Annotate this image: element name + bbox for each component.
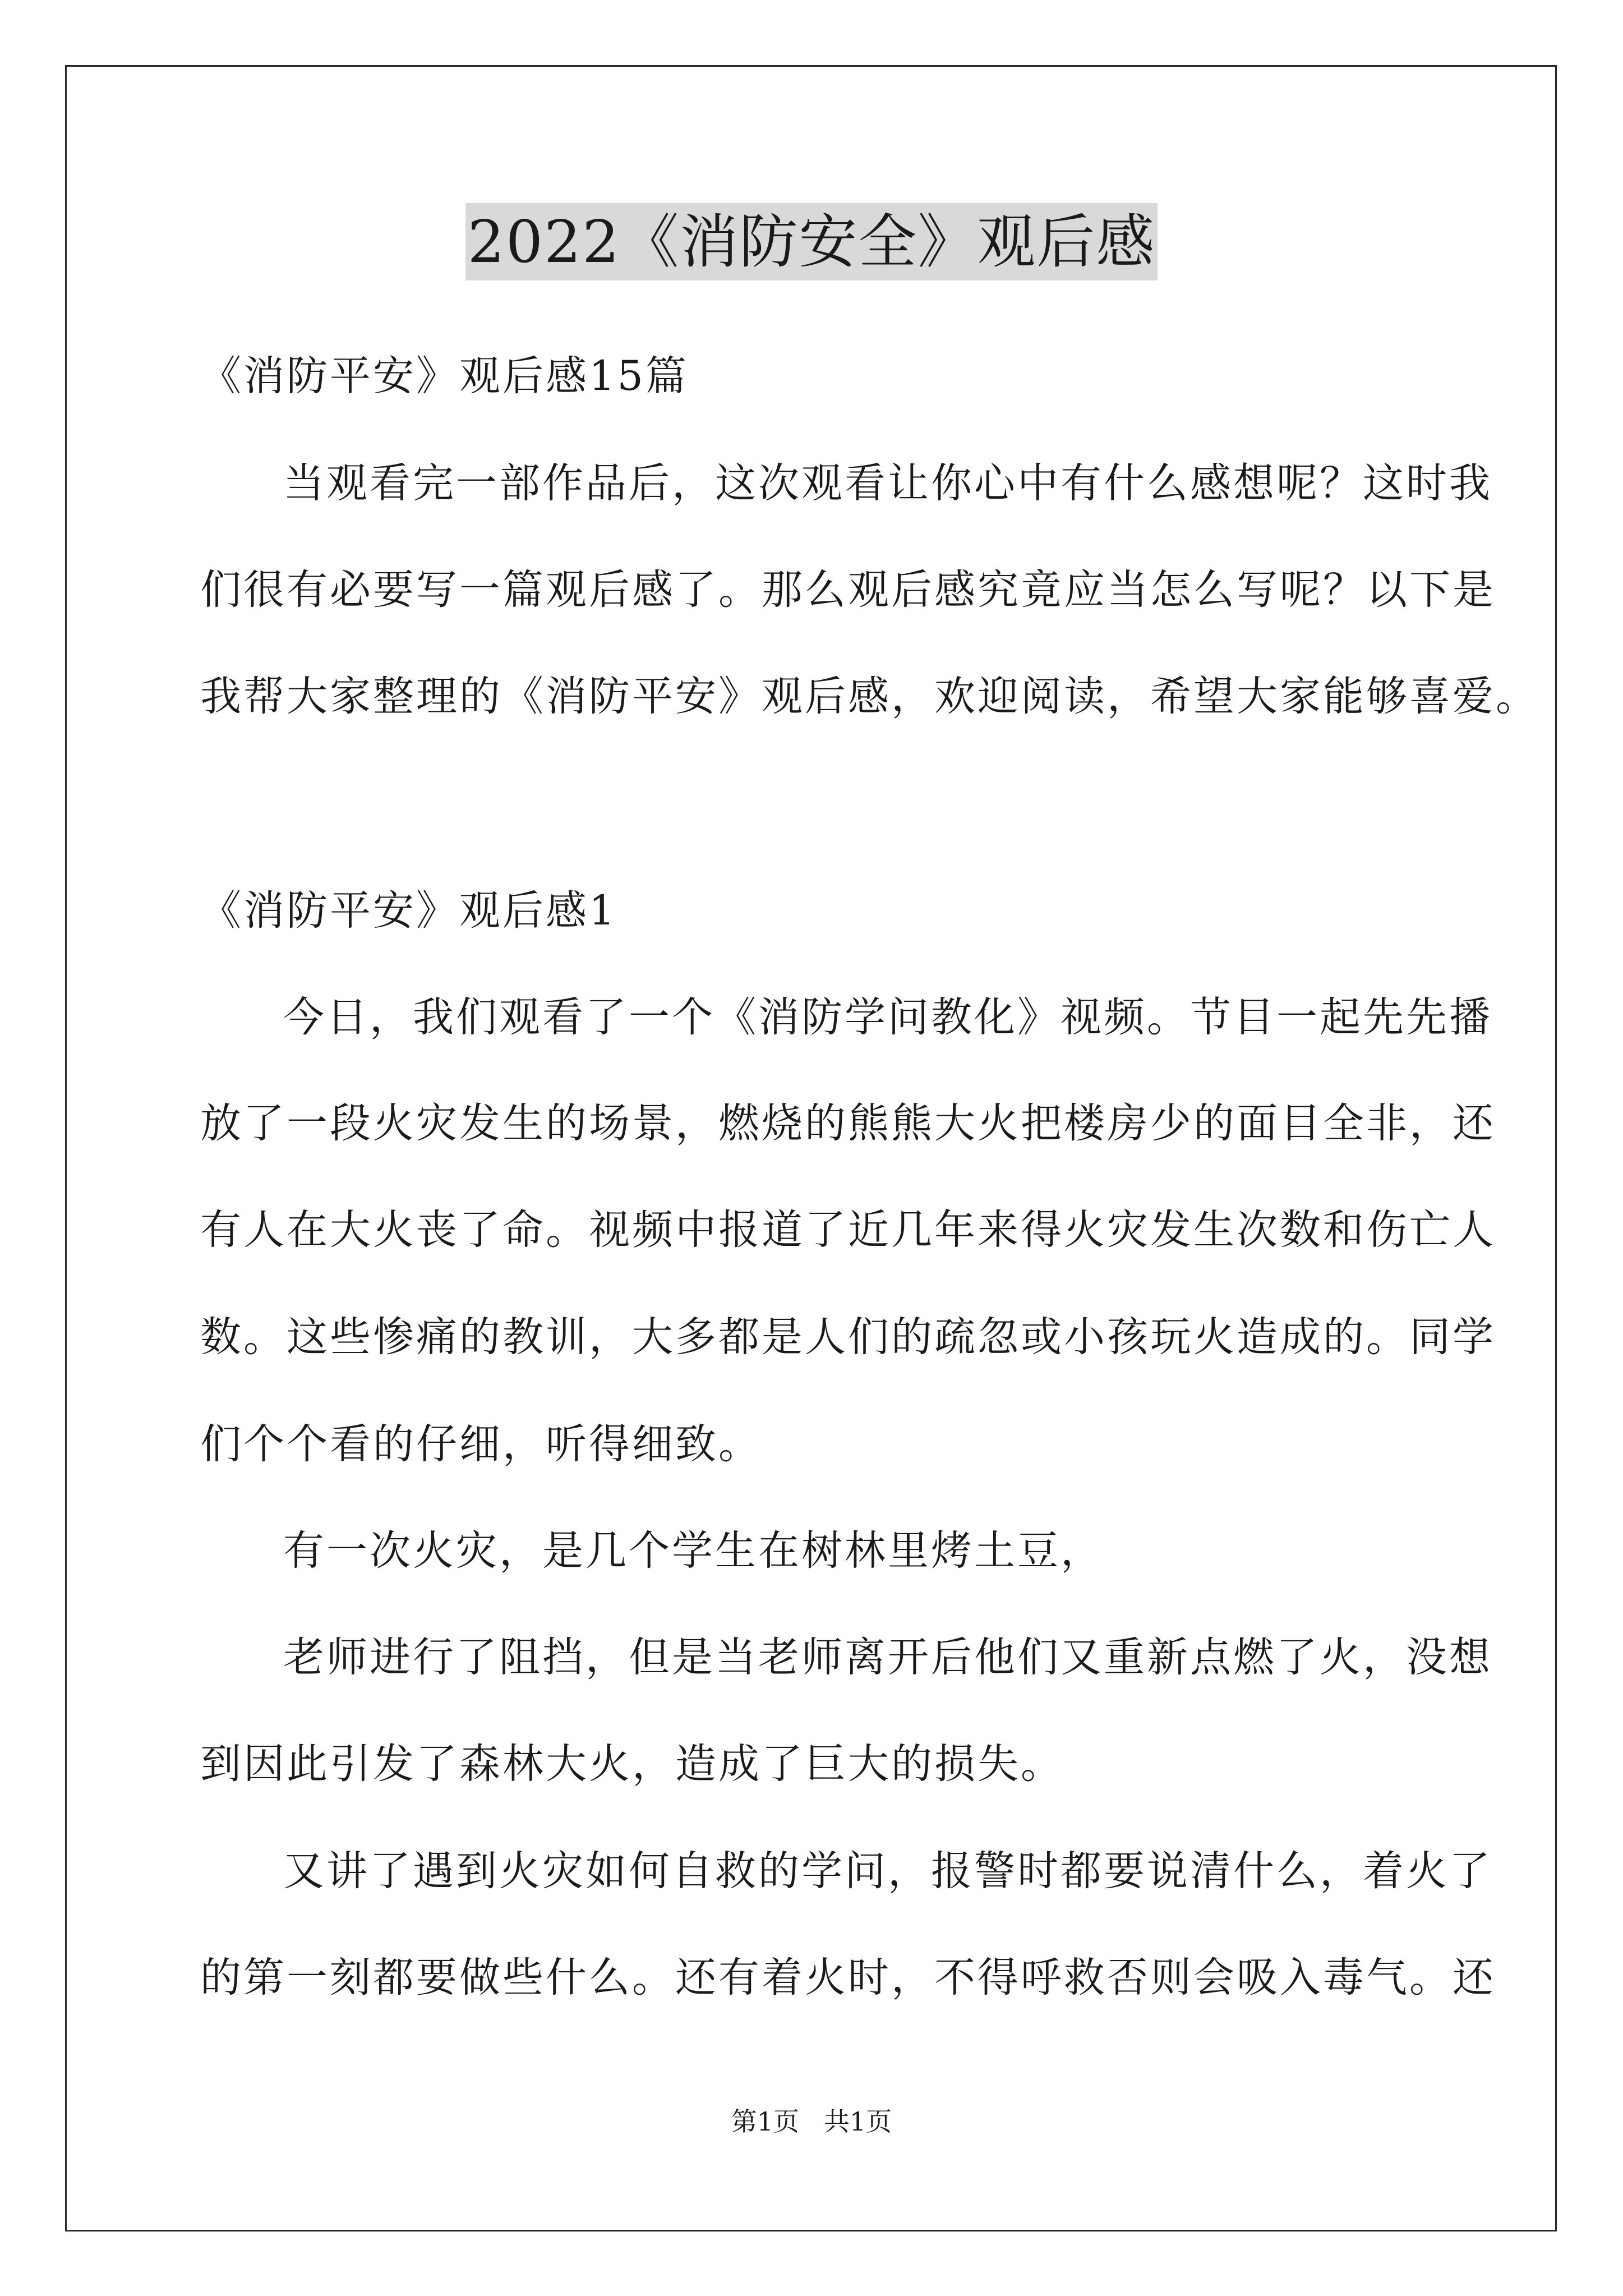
paragraph-line: 今日，我们观看了一个《消防学问教化》视频。节目一起先先播 (283, 993, 1492, 1041)
title-wrap (0, 203, 1623, 280)
page-footer (0, 2105, 1623, 2138)
paragraph-line: 数。这些惨痛的教训，大多都是人们的疏忽或小孩玩火造成的。同学 (200, 1313, 1496, 1361)
paragraph-line: 我帮大家整理的《消防平安》观后感，欢迎阅读，希望大家能够喜爱。 (200, 673, 1539, 720)
paragraph-line: 当观看完一部作品后，这次观看让你心中有什么感想呢？这时我 (283, 459, 1492, 507)
document-title: 2022《消防安全》观后感 (465, 203, 1158, 280)
paragraph-line: 老师进行了阻挡，但是当老师离开后他们又重新点燃了火，没想 (283, 1634, 1492, 1681)
paragraph-line: 放了一段火灾发生的场景，燃烧的熊熊大火把楼房少的面目全非，还 (200, 1099, 1496, 1147)
paragraph-line: 有人在大火丧了命。视频中报道了近几年来得火灾发生次数和伤亡人 (200, 1206, 1496, 1254)
page-number-total: 共1页 (824, 2106, 892, 2137)
section-heading: 《消防平安》观后感1 (200, 887, 617, 935)
paragraph-line: 的第一刻都要做些什么。还有着火时，不得呼救否则会吸入毒气。还 (200, 1954, 1496, 2001)
paragraph-line: 有一次火灾，是几个学生在树林里烤土豆， (283, 1527, 1104, 1575)
paragraph-line: 到因此引发了森林大火，造成了巨大的损失。 (200, 1740, 1064, 1788)
paragraph-line: 们很有必要写一篇观后感了。那么观后感究竟应当怎么写呢？以下是 (200, 566, 1496, 614)
page-number-current: 第1页 (731, 2106, 799, 2137)
paragraph-line: 又讲了遇到火灾如何自救的学问，报警时都要说清什么，着火了 (283, 1847, 1492, 1895)
paragraph-line: 们个个看的仔细，听得细致。 (200, 1420, 762, 1468)
subtitle-line: 《消防平安》观后感15篇 (200, 352, 689, 400)
